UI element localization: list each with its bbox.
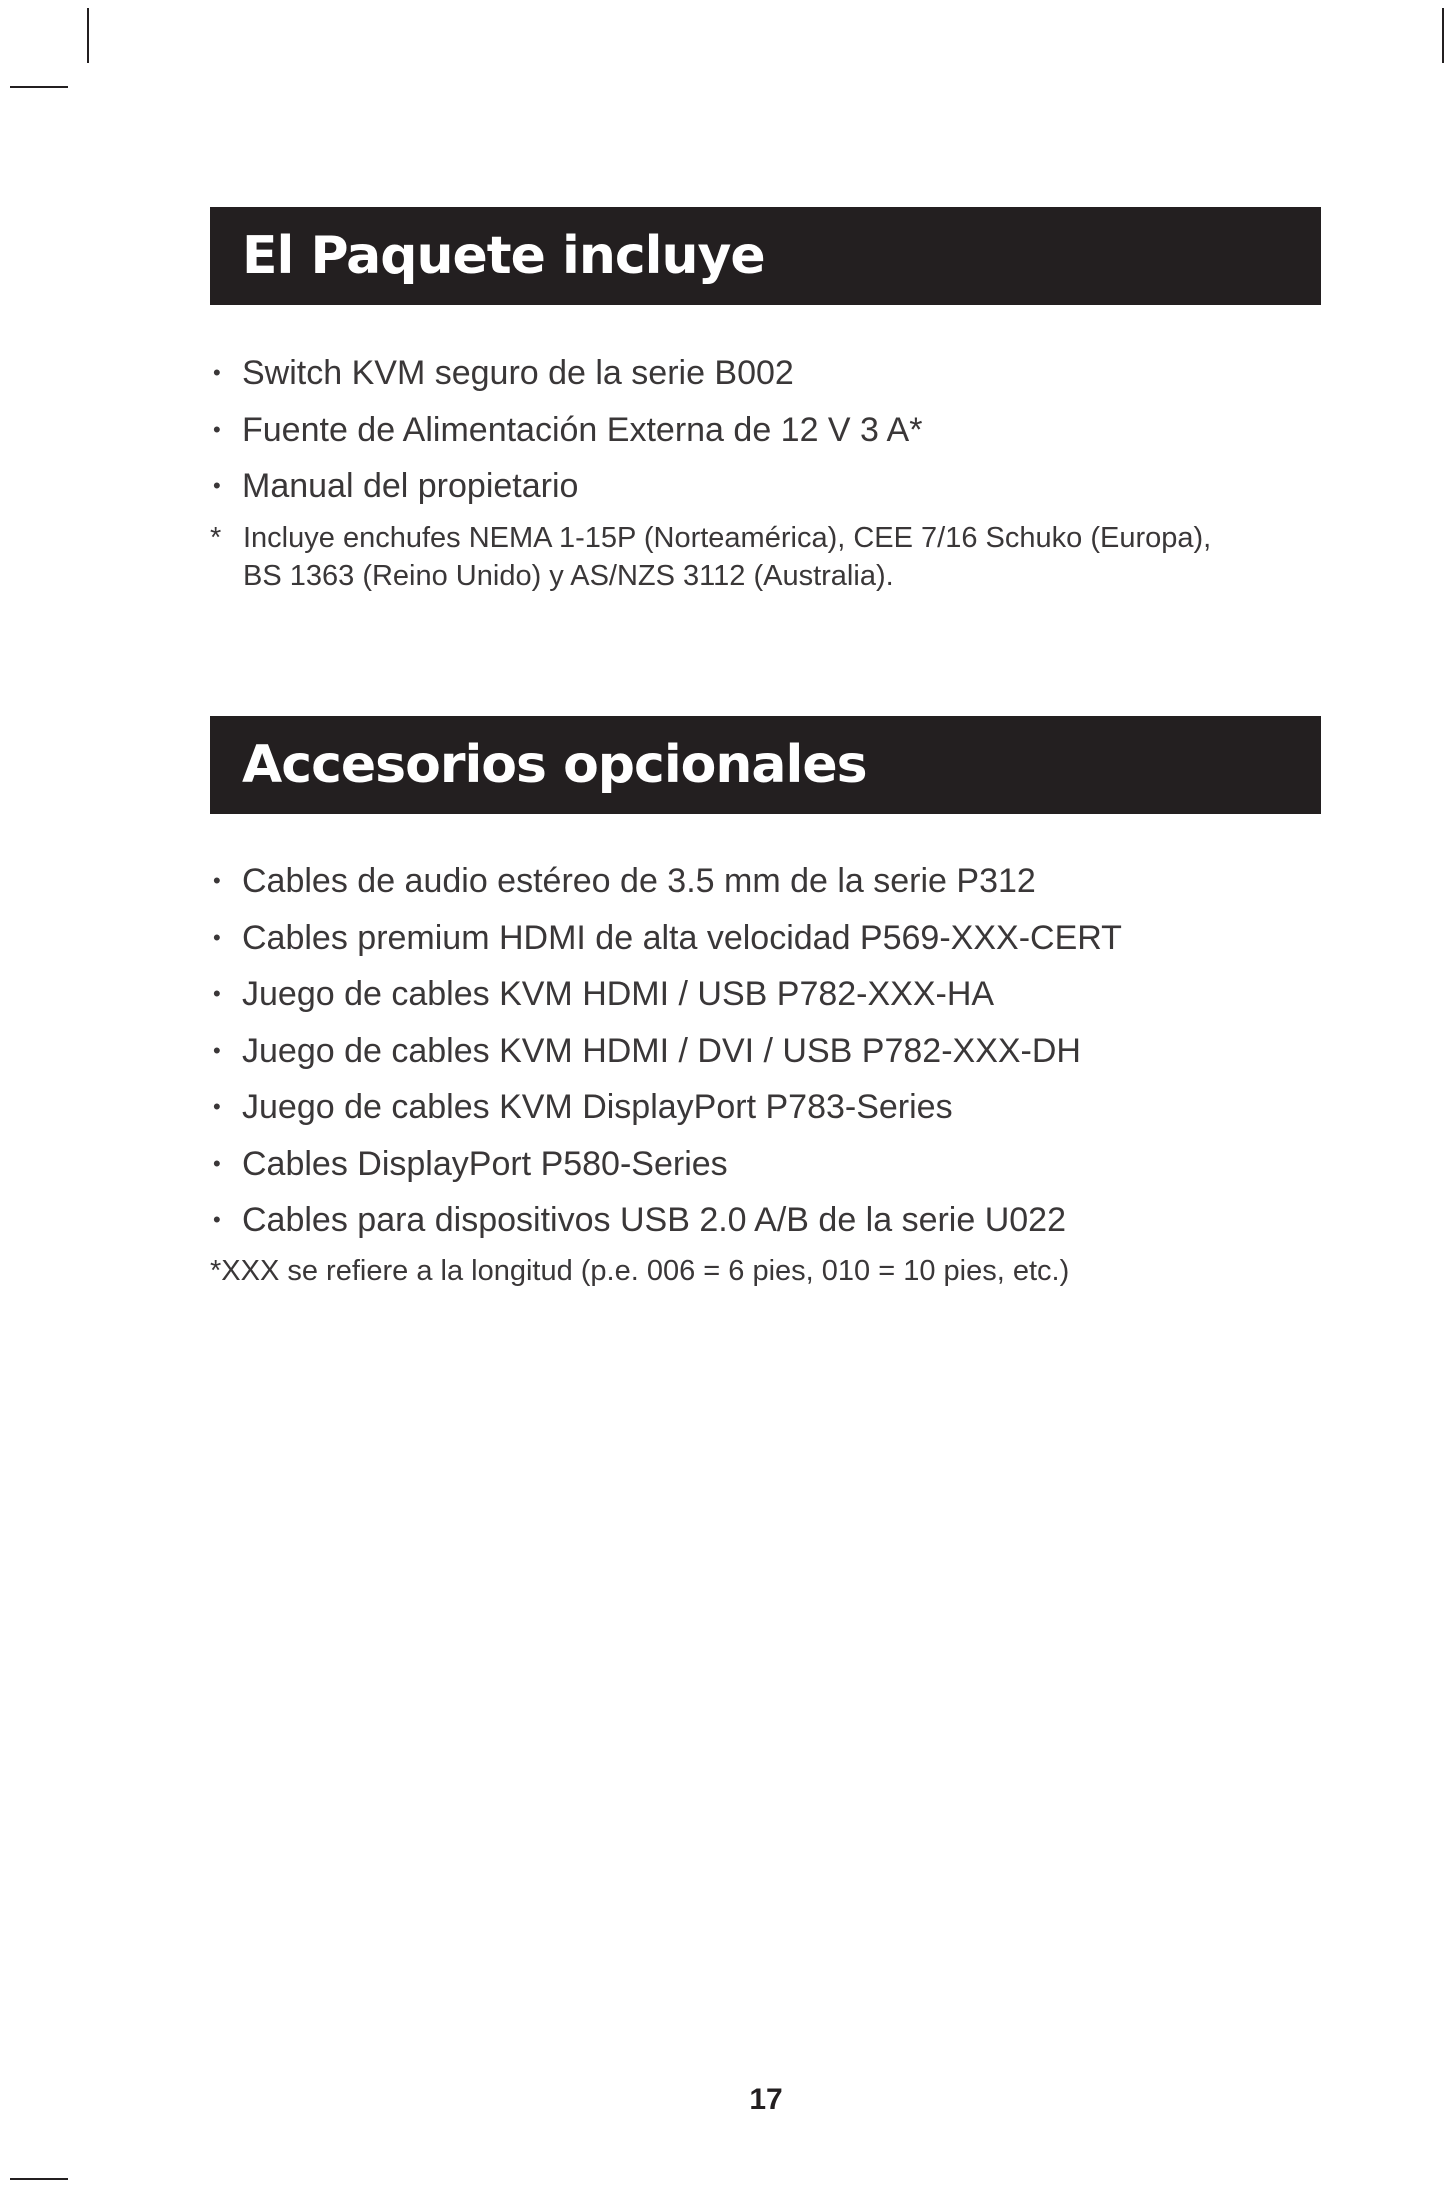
list-item-text: Juego de cables KVM HDMI / DVI / USB P782-XXX-DH xyxy=(242,1031,1081,1070)
bullet-icon: • xyxy=(213,981,221,1006)
list-item xyxy=(210,1079,1122,1136)
list-item-text: Juego de cables KVM DisplayPort P783-Series xyxy=(242,1088,953,1126)
list-item-text: Juego de cables KVM HDMI / USB P782-XXX-HA xyxy=(242,975,995,1013)
accessories-section-header xyxy=(210,716,1321,814)
bullet-icon: • xyxy=(213,1207,221,1232)
bullet-icon: • xyxy=(213,1150,221,1176)
list-item xyxy=(210,1023,1122,1080)
crop-mark xyxy=(1442,8,1444,63)
footnote-line: Incluye enchufes NEMA 1-15P (Norteamérica), CEE 7/16 Schuko (Europa), xyxy=(243,522,1212,554)
list-item-text: Switch KVM seguro de la serie B002 xyxy=(242,354,794,392)
list-item xyxy=(210,458,922,515)
footnote-text xyxy=(243,519,1211,595)
bullet-icon: • xyxy=(213,1037,221,1063)
package-section-header xyxy=(210,207,1321,305)
list-item-text: Manual del propietario xyxy=(242,467,579,505)
footnote-marker: * xyxy=(210,522,222,554)
accessories-list xyxy=(210,853,1122,1249)
bullet-icon: • xyxy=(213,1094,221,1119)
package-list xyxy=(210,345,922,515)
bullet-icon: • xyxy=(213,360,221,385)
bullet-icon: • xyxy=(213,416,221,442)
list-item xyxy=(210,1136,1122,1193)
list-item-text: Cables premium HDMI de alta velocidad P569-XXX-CERT xyxy=(242,918,1122,957)
list-item xyxy=(210,966,1122,1023)
list-item xyxy=(210,1192,1122,1249)
page-number: 17 xyxy=(749,2083,783,2116)
package-section-title: El Paquete incluye xyxy=(242,226,765,286)
list-item xyxy=(210,402,922,459)
list-item-text: Cables para dispositivos USB 2.0 A/B de la serie U022 xyxy=(242,1201,1067,1239)
list-item xyxy=(210,910,1122,967)
accessories-footnote: *XXX se refiere a la longitud (p.e. 006 = 6 pies, 010 = 10 pies, etc.) xyxy=(210,1255,1070,1287)
accessories-section-title: Accesorios opcionales xyxy=(242,735,867,795)
crop-mark xyxy=(87,8,89,63)
bullet-icon: • xyxy=(213,924,221,950)
footnote-line: BS 1363 (Reino Unido) y AS/NZS 3112 (Australia). xyxy=(243,560,894,592)
list-item-text: Cables de audio estéreo de 3.5 mm de la serie P312 xyxy=(242,862,1036,900)
crop-mark xyxy=(10,86,68,88)
bullet-icon: • xyxy=(213,473,221,498)
bullet-icon: • xyxy=(213,868,221,893)
crop-mark xyxy=(10,2178,68,2180)
list-item-text: Fuente de Alimentación Externa de 12 V 3 A* xyxy=(242,410,923,449)
list-item xyxy=(210,853,1122,910)
list-item-text: Cables DisplayPort P580-Series xyxy=(242,1144,728,1183)
list-item xyxy=(210,345,922,402)
